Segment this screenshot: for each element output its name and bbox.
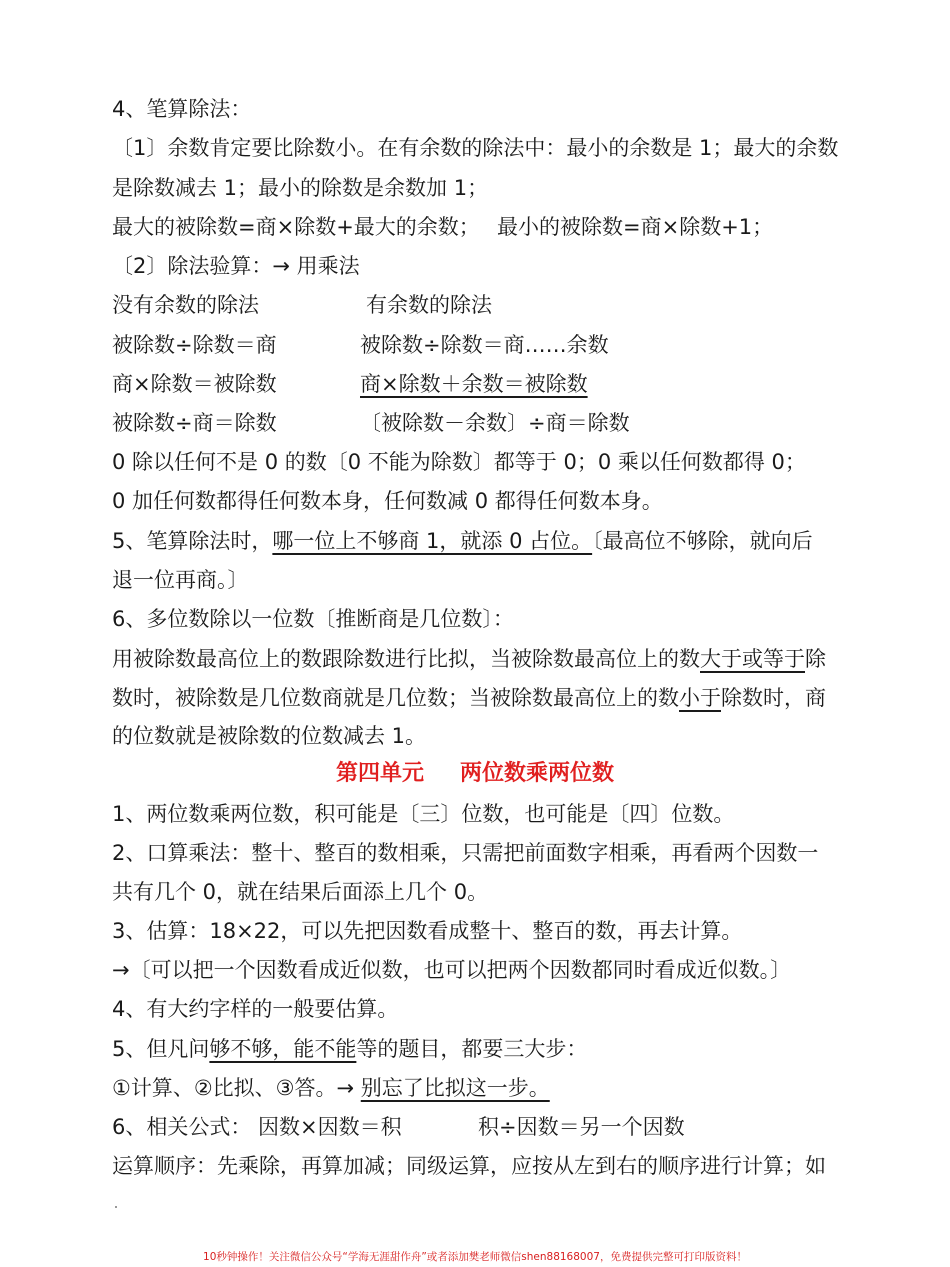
- text-line: 0 除以任何不是 0 的数〔0 不能为除数〕都等于 0；0 乘以任何数都得 0；: [112, 450, 806, 474]
- column-header-with-remainder: 有余数的除法: [366, 293, 492, 317]
- text-line: 的位数就是被除数的位数减去 1。: [112, 724, 427, 748]
- text-line: 0 加任何数都得任何数本身，任何数减 0 都得任何数本身。: [112, 489, 663, 513]
- text-line: 2、口算乘法：整十、整百的数相乘，只需把前面数字相乘，再看两个因数一: [112, 841, 819, 865]
- underlined-phrase: 哪一位上不够商 1，就添 0 占位。: [272, 529, 593, 553]
- unit-title: 两位数乘两位数: [460, 761, 615, 786]
- text-line: 5、但凡问够不够，能不能等的题目，都要三大步：: [112, 1037, 588, 1061]
- formula-row: 被除数÷除数＝商 被除数÷除数＝商……余数: [112, 333, 609, 357]
- text-line: 4、有大约字样的一般要估算。: [112, 997, 399, 1021]
- text-line: 〔2〕除法验算：→ 用乘法: [112, 254, 360, 278]
- formula-line: 6、相关公式： 因数×因数＝积 积÷因数＝另一个因数: [112, 1115, 685, 1139]
- formula-min-dividend: 最小的被除数=商×除数+1；: [497, 215, 774, 239]
- text-line: 运算顺序：先乘除，再算加减；同级运算，应按从左到右的顺序进行计算；如: [112, 1154, 826, 1178]
- formula-row: 被除数÷商＝除数 〔被除数－余数〕÷商＝除数: [112, 411, 630, 435]
- underlined-phrase: 别忘了比拟这一步。: [360, 1076, 550, 1100]
- underlined-phrase: 够不够，能不能: [209, 1037, 357, 1061]
- text-line: →〔可以把一个因数看成近似数，也可以把两个因数都同时看成近似数。〕: [112, 958, 792, 982]
- text-line: 〔1〕余数肯定要比除数小。在有余数的除法中：最小的余数是 1；最大的余数: [112, 136, 839, 160]
- column-header-no-remainder: 没有余数的除法: [112, 293, 259, 317]
- text-line: 是除数减去 1；最小的除数是余数加 1；: [112, 176, 489, 200]
- formula-row: 商×除数＝被除数 商×除数＋余数＝被除数: [112, 372, 588, 396]
- formula-line: [112, 212, 840, 242]
- underlined-phrase: 大于或等于: [700, 647, 805, 671]
- text-line: 3、估算：18×22，可以先把因数看成整十、整百的数，再去计算。: [112, 919, 743, 943]
- underlined-phrase: 小于: [679, 686, 721, 710]
- text-line: 数时，被除数是几位数商就是几位数；当被除数最高位上的数小于除数时，商: [112, 686, 826, 710]
- text-line: ①计算、②比拟、③答。→ 别忘了比拟这一步。: [112, 1076, 550, 1100]
- unit-number: 第四单元: [335, 761, 424, 786]
- section-heading-division: 4、笔算除法：: [112, 97, 252, 121]
- text-line: 共有几个 0，就在结果后面添上几个 0。: [112, 880, 489, 904]
- formula-max-dividend: 最大的被除数=商×除数+最大的余数；: [112, 215, 480, 239]
- unit-heading: [0, 758, 950, 790]
- column-headers: [112, 290, 840, 320]
- footer-promo: 10秒钟操作！关注微信公众号“学海无涯甜作舟”或者添加樊老师微信shen88168007，免费提供完整可打印版资料！: [203, 1251, 747, 1263]
- text-line: 6、多位数除以一位数〔推断商是几位数〕：: [112, 607, 514, 631]
- text-line: 1、两位数乘两位数，积可能是〔三〕位数，也可能是〔四〕位数。: [112, 802, 735, 826]
- stray-dot: [115, 1206, 117, 1208]
- text-line: 退一位再商。〕: [112, 568, 249, 592]
- text-line: 用被除数最高位上的数跟除数进行比拟，当被除数最高位上的数大于或等于除: [112, 647, 826, 671]
- text-line: 5、笔算除法时，哪一位上不够商 1，就添 0 占位。〔最高位不够除，就向后: [112, 529, 813, 553]
